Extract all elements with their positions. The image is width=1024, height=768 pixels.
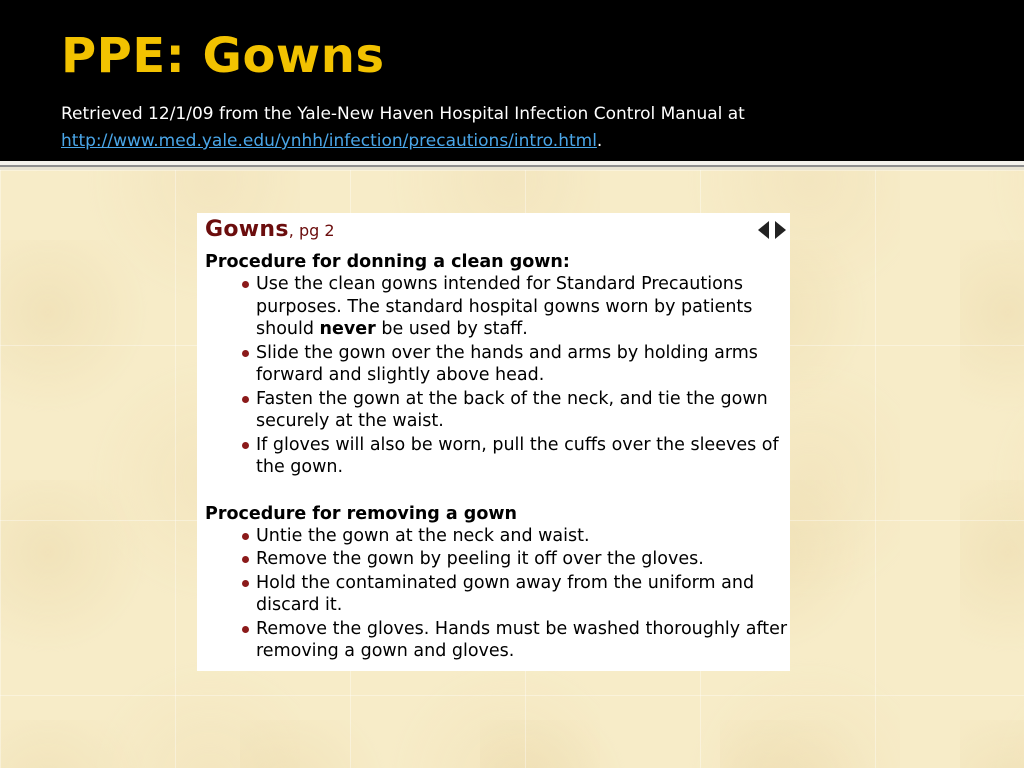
bullet-icon [242,626,249,633]
slide-header [0,0,1024,161]
source-link[interactable]: http://www.med.yale.edu/ynhh/infection/precautions/intro.html [61,131,597,151]
bullet-icon [242,442,249,449]
section-spacer [205,480,790,503]
removing-step-2-text: Remove the gown by peeling it off over the gloves. [256,549,704,569]
removing-step-1-text: Untie the gown at the neck and waist. [256,525,590,546]
removing-steps [205,525,790,663]
donning-heading: Procedure for donning a clean gown: [205,252,570,272]
donning-steps [205,273,790,479]
bullet-icon [242,281,249,288]
bullet-icon [242,580,249,587]
donning-step-4-text: If gloves will also be worn, pull the cuffs over the sleeves of the gown. [256,434,779,477]
slide-title: PPE: Gowns [61,28,385,84]
panel-header [205,217,790,251]
removing-step-3-text: Hold the contaminated gown away from the uniform and discard it. [256,572,755,615]
donning-step-1-text-a: Use the clean gowns intended for Standard Precautions purposes. The standard hospital gowns worn by patients should [256,274,753,339]
panel-page-label: , pg 2 [288,221,335,240]
donning-step-1-text-b: be used by staff. [375,319,528,339]
triangle-right-icon[interactable] [775,221,786,239]
triangle-left-icon[interactable] [758,221,769,239]
donning-step-3 [237,388,790,433]
bullet-icon [242,350,249,357]
gowns-procedure-panel [197,213,790,671]
bullet-icon [242,556,249,563]
removing-heading: Procedure for removing a gown [205,503,517,524]
donning-step-2-text: Slide the gown over the hands and arms by holding arms forward and slightly above head. [256,342,758,385]
donning-step-1-emphasis: never [319,319,376,339]
removing-step-4-text: Remove the gloves. Hands must be washed thoroughly after removing a gown and gloves. [256,618,788,661]
source-text: Retrieved 12/1/09 from the Yale-New Haven Hospital Infection Control Manual at [61,104,745,124]
bullet-icon [242,396,249,403]
donning-step-2 [237,342,790,387]
donning-step-3-text: Fasten the gown at the back of the neck, and tie the gown securely at the waist. [256,388,768,431]
source-period: . [596,131,603,151]
removing-step-4 [237,618,790,663]
donning-step-4 [237,434,790,479]
source-citation [61,101,961,155]
header-divider [0,161,1024,170]
page-nav [758,221,786,239]
removing-step-1 [237,525,790,548]
removing-step-2 [237,548,790,571]
panel-title: Gowns [205,217,289,242]
bullet-icon [242,533,249,540]
removing-step-3 [237,572,790,617]
donning-step-1 [237,273,790,341]
